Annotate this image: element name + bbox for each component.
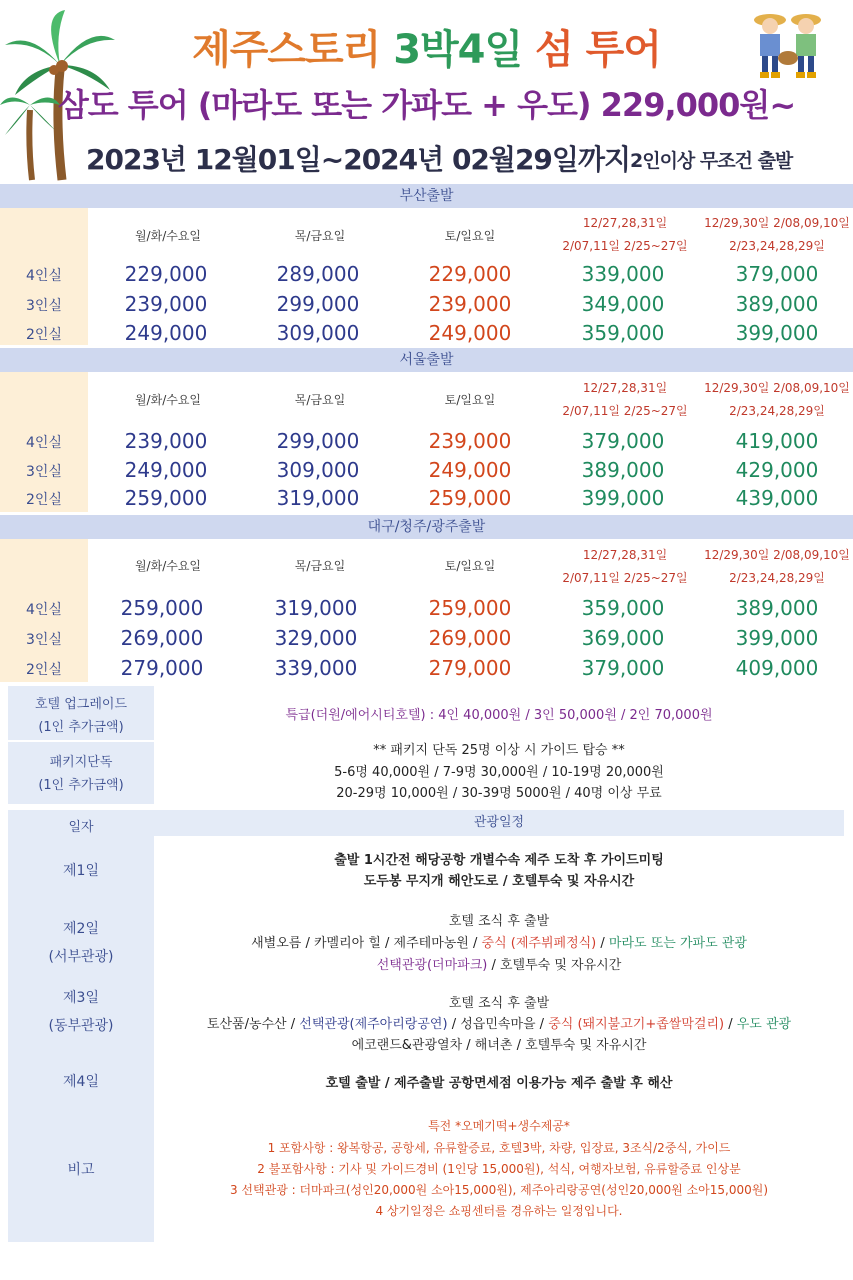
col-header-peak2-line1: 12/29,30일 2/08,09,10일 [704,548,850,562]
price-cell: 279,000 [428,656,512,680]
day2-line1: 호텔 조식 후 출발 [448,914,550,929]
col-header-weekend: 토/일요일 [444,559,496,573]
title-brand: 제주스토리 [192,27,394,73]
package-label [8,742,154,804]
price-cell: 239,000 [428,429,512,453]
day2-label: 제2일 [63,921,99,937]
price-cell: 319,000 [274,596,358,620]
price-cell: 359,000 [581,321,665,345]
price-cell: 229,000 [428,262,512,286]
day2-island: 마라도 또는 가파도 관광 [608,936,747,951]
price-cell: 249,000 [124,458,208,482]
day4-label: 제4일 [63,1074,99,1090]
price-cell: 319,000 [276,486,360,510]
col-header-peak1-line1: 12/27,28,31일 [582,216,668,230]
price-cell: 249,000 [428,321,512,345]
notes-line1: 특전 *오메기떡+생수제공* [428,1119,570,1133]
day1-line1: 출발 1시간전 해당공항 개별수속 제주 도착 후 가이드미팅 [334,853,664,868]
room-label: 4인실 [26,268,62,284]
title-tour: 섬 투어 [535,27,661,73]
col-header-peak1-line1: 12/27,28,31일 [582,381,668,395]
price-cell: 379,000 [735,262,819,286]
price-cell: 309,000 [276,458,360,482]
departure-note: 2인이상 무조건 출발 [630,150,793,172]
section-bar-busan: 부산출발 [0,184,853,208]
price-cell: 329,000 [274,626,358,650]
hotel-upgrade-label-line2: (1인 추가금액) [38,720,124,735]
day3-shop: 토산품/농수산 / [206,1017,300,1032]
day3-optional: 선택관광(제주아리랑공연) [299,1017,448,1032]
price-cell: 339,000 [581,262,665,286]
col-header-peak1-line2: 2/07,11일 2/25~27일 [562,571,688,585]
day3-line2 [154,1013,844,1032]
room-label: 3인실 [26,298,62,314]
day2-separator: / [596,936,609,951]
notes-line2: 1 포함사항 : 왕복항공, 공항세, 유류할증료, 호텔3박, 차량, 입장료, 3조식/2중식, 가이드 [267,1141,731,1155]
price-cell: 399,000 [735,626,819,650]
day2-sublabel: (서부관광) [48,949,114,965]
price-cell: 369,000 [581,626,665,650]
price-cell: 289,000 [276,262,360,286]
price-cell: 239,000 [124,429,208,453]
day1-line2: 도두봉 무지개 해안도로 / 호텔투숙 및 자유시간 [363,874,635,889]
col-header-thufri: 목/금요일 [294,229,346,243]
price-cell: 279,000 [120,656,204,680]
day3-separator: / [724,1017,737,1032]
room-label: 2인실 [26,327,62,343]
package-line2: 5-6명 40,000원 / 7-9명 30,000원 / 10-19명 20,000원 [334,765,664,780]
notes-line5: 4 상기일정은 쇼핑센터를 경유하는 일정입니다. [375,1204,623,1218]
price-cell: 299,000 [276,292,360,316]
package-line3: 20-29명 10,000원 / 30-39명 5000원 / 40명 이상 무료 [336,786,662,801]
itinerary-day-header: 일자 [68,820,94,835]
room-label: 4인실 [26,602,62,618]
price-cell: 239,000 [428,292,512,316]
notes-line4: 3 선택관광 : 더마파크(성인20,000원 소아15,000원), 제주아리랑공연(성인20,000원 소아15,000원) [229,1183,769,1197]
day3-lunch: 중식 (돼지불고기+좁쌀막걸리) [548,1017,725,1032]
day2-line2 [154,932,844,951]
price-cell: 229,000 [124,262,208,286]
col-header-peak2-line2: 2/23,24,28,29일 [729,404,825,418]
price-cell: 389,000 [581,458,665,482]
price-cell: 249,000 [428,458,512,482]
price-cell: 399,000 [581,486,665,510]
section-bar-daegu: 대구/청주/광주출발 [0,515,853,539]
col-header-peak2-line2: 2/23,24,28,29일 [729,239,825,253]
day4-line1: 호텔 출발 / 제주출발 공항면세점 이용가능 제주 출발 후 해산 [325,1076,673,1091]
price-cell: 389,000 [735,596,819,620]
day2-line3 [154,954,844,973]
price-cell: 349,000 [581,292,665,316]
price-cell: 379,000 [581,656,665,680]
col-header-weekend: 토/일요일 [444,393,496,407]
notes-line3: 2 불포함사항 : 기사 및 가이드경비 (1인당 15,000원), 석식, 여행자보험, 유류할증료 인상분 [257,1162,741,1176]
col-header-thufri: 목/금요일 [294,393,346,407]
day1-label: 제1일 [63,863,99,879]
package-label-line2: (1인 추가금액) [38,778,124,793]
col-header-weekend: 토/일요일 [444,229,496,243]
price-cell: 409,000 [735,656,819,680]
col-header-peak1-line2: 2/07,11일 2/25~27일 [562,239,688,253]
price-cell: 299,000 [276,429,360,453]
subtitle: 삼도 투어 (마라도 또는 가파도 + 우도) 229,000원~ [57,86,796,124]
price-cell: 379,000 [581,429,665,453]
day3-label: 제3일 [63,990,99,1006]
day3-village: / 성읍민속마을 / [447,1017,549,1032]
price-cell: 259,000 [124,486,208,510]
col-header-peak1-line2: 2/07,11일 2/25~27일 [562,404,688,418]
section-bar-seoul: 서울출발 [0,348,853,372]
hotel-upgrade-label [8,686,154,740]
price-cell: 429,000 [735,458,819,482]
price-cell: 309,000 [276,321,360,345]
day3-line3: 에코랜드&관광열차 / 해녀촌 / 호텔투숙 및 자유시간 [351,1038,647,1053]
col-header-weekday: 월/화/수요일 [134,393,202,407]
room-label: 3인실 [26,632,62,648]
title-duration: 3박4일 [393,27,536,73]
price-cell: 249,000 [124,321,208,345]
itinerary-plan-header: 관광일정 [154,810,844,836]
room-label: 2인실 [26,492,62,508]
day3-udo: 우도 관광 [736,1017,792,1032]
col-header-weekday: 월/화/수요일 [134,559,202,573]
period-text: 2023년 12월01일~2024년 02월29일까지 [86,143,631,176]
price-cell: 269,000 [120,626,204,650]
col-header-peak2-line1: 12/29,30일 2/08,09,10일 [704,216,850,230]
col-header-weekday: 월/화/수요일 [134,229,202,243]
price-cell: 419,000 [735,429,819,453]
col-header-thufri: 목/금요일 [294,559,346,573]
room-label: 3인실 [26,464,62,480]
main-title [0,18,853,75]
day2-hotel: / 호텔투숙 및 자유시간 [487,958,622,973]
price-cell: 439,000 [735,486,819,510]
col-header-peak2-line2: 2/23,24,28,29일 [729,571,825,585]
day2-lunch: 중식 (제주뷔페정식) [481,936,597,951]
day3-line1: 호텔 조식 후 출발 [448,996,550,1011]
day2-optional: 선택관광(더마파크) [376,958,488,973]
col-header-peak1-line1: 12/27,28,31일 [582,548,668,562]
hotel-upgrade-label-line1: 호텔 업그레이드 [34,697,128,712]
price-cell: 259,000 [428,486,512,510]
price-cell: 399,000 [735,321,819,345]
notes-label: 비고 [67,1162,95,1178]
col-header-peak2-line1: 12/29,30일 2/08,09,10일 [704,381,850,395]
room-label: 4인실 [26,435,62,451]
price-cell: 269,000 [428,626,512,650]
price-cell: 359,000 [581,596,665,620]
day2-sights: 새별오름 / 카멜리아 힐 / 제주테마농원 / [251,936,482,951]
day3-sublabel: (동부관광) [48,1018,114,1034]
price-cell: 339,000 [274,656,358,680]
price-cell: 389,000 [735,292,819,316]
price-cell: 259,000 [120,596,204,620]
package-label-line1: 패키지단독 [49,755,113,770]
package-line1: ** 패키지 단독 25명 이상 시 가이드 탑승 ** [373,743,625,758]
price-cell: 259,000 [428,596,512,620]
price-cell: 239,000 [124,292,208,316]
room-label: 2인실 [26,662,62,678]
hotel-upgrade-text: 특급(더원/에어시티호텔) : 4인 40,000원 / 3인 50,000원 / 2인 70,000원 [285,708,713,723]
